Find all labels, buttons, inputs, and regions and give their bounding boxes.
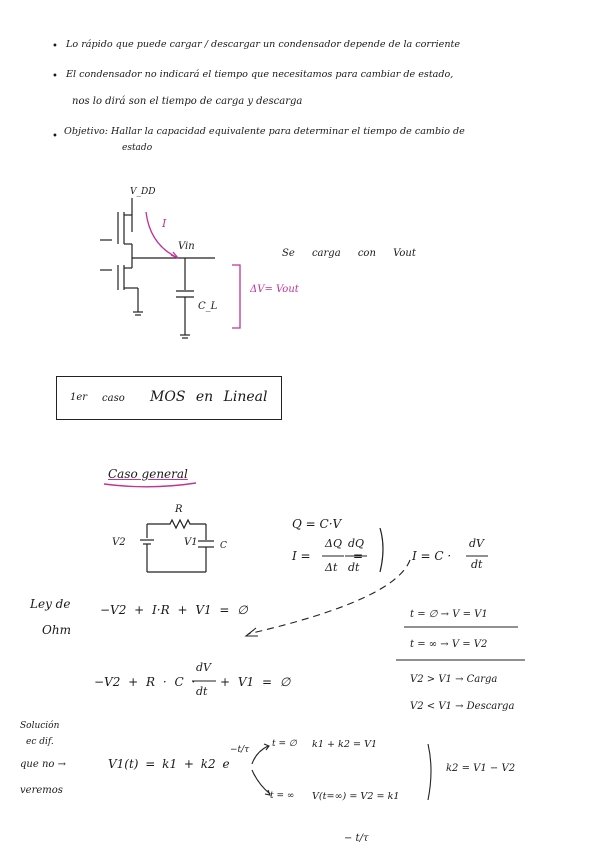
eq-q: Q = C·V — [292, 517, 342, 531]
note-line-2b: nos lo dirá son el tiempo de carga y descarga — [72, 96, 303, 107]
charge-caption: Se carga con Vout — [282, 248, 416, 259]
note-line-3b: estado — [122, 143, 153, 153]
t0-label: t = ∅ — [272, 739, 297, 749]
note-line-1: Lo rápido que puede cargar / descargar un condensador depende de la corriente — [66, 39, 461, 50]
current-label: I — [162, 217, 167, 230]
v2-label: V2 — [112, 537, 126, 548]
r-label: R — [175, 504, 183, 515]
sol-eq: V1(t) = k1 + k2 e — [108, 757, 230, 771]
t0-eq: k1 + k2 = V1 — [312, 739, 378, 750]
eq-i-eq: = — [353, 549, 364, 563]
eq-i-frac1-num: ΔQ — [325, 537, 342, 550]
eq-i-lhs: I = — [292, 549, 311, 563]
eq-i2-lhs: I = C · — [412, 549, 452, 563]
cl-label: C_L — [198, 301, 218, 312]
eq-i-frac1-den: Δt — [325, 561, 338, 574]
bullet-dot-1: • — [52, 41, 58, 52]
bullet-dot-3: • — [52, 131, 58, 142]
note-line-2a: El condensador no indicará el tiempo que necesitamos para cambiar de estado, — [66, 69, 454, 80]
cond-1: t = ∅ → V = V1 — [410, 609, 488, 620]
bullet-dot-2: • — [52, 71, 58, 82]
sol-label-4: veremos — [20, 785, 63, 796]
eq-i2-den: dt — [471, 558, 483, 571]
cond-3: V2 > V1 → Carga — [410, 674, 498, 685]
sol-exp: −t/τ — [230, 745, 250, 755]
case-word: caso — [102, 393, 125, 404]
case-number: 1er — [70, 392, 88, 403]
eq-i-frac2-den: dt — [348, 561, 360, 574]
sol-label-2: ec dif. — [26, 737, 54, 747]
eq-i-frac2-num: dQ — [348, 537, 365, 550]
delta-v-label: ΔV= Vout — [250, 284, 299, 295]
ley-label-1: Ley de — [30, 597, 71, 611]
case-title: MOS en Lineal — [150, 389, 268, 405]
kvl-eq-2-post: + V1 = ∅ — [220, 675, 291, 689]
v1-label: V1 — [184, 537, 198, 548]
kvl-eq-1: −V2 + I·R + V1 = ∅ — [100, 603, 248, 617]
bottom-exp: − t/τ — [344, 833, 369, 844]
k2-eq: k2 = V1 − V2 — [446, 763, 516, 774]
kvl-eq-2-num: dV — [196, 661, 211, 674]
kvl-eq-2-pre: −V2 + R · C · — [94, 675, 196, 689]
note-line-3a: Objetivo: Hallar la capacidad equivalente para determinar el tiempo de cambio de — [64, 126, 465, 137]
tinf-eq: V(t=∞) = V2 = k1 — [312, 791, 400, 802]
cond-4: V2 < V1 → Descarga — [410, 701, 515, 712]
sol-label-1: Solución — [20, 721, 60, 731]
ley-label-2: Ohm — [42, 623, 71, 637]
sol-label-3: que no → — [20, 759, 66, 770]
tinf-label: t = ∞ — [270, 791, 295, 801]
cond-2: t = ∞ → V = V2 — [410, 639, 488, 650]
kvl-eq-2-den: dt — [196, 685, 208, 698]
vdd-label: V_DD — [130, 187, 156, 197]
general-heading: Caso general — [108, 467, 188, 481]
vin-label: Vin — [178, 241, 195, 252]
eq-i2-num: dV — [469, 537, 484, 550]
c-label: C — [220, 541, 227, 551]
